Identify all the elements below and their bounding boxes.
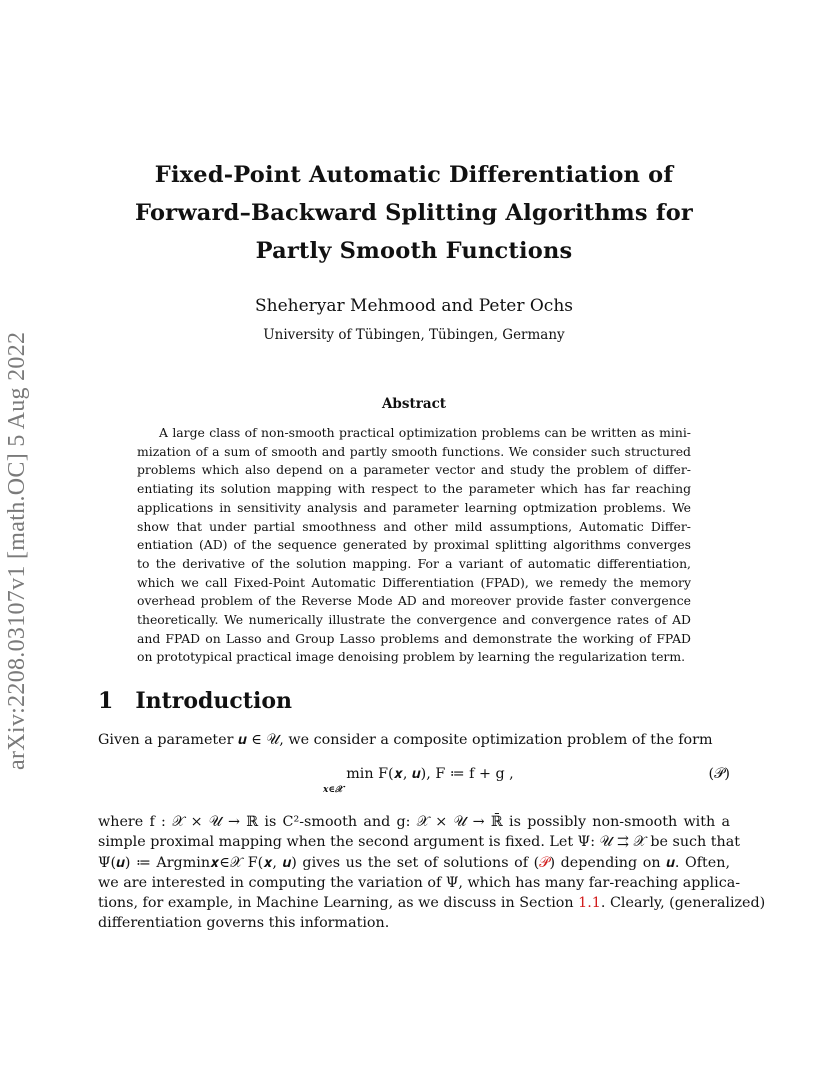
paper-title bbox=[100, 156, 728, 270]
abstract-line: theoretically. We numerically illustrate the convergence and convergence rates of AD bbox=[137, 612, 691, 628]
text-run: ) depending on 𝒖. Often, bbox=[549, 854, 730, 871]
abstract-line: A large class of non-smooth practical optimization problems can be written as mini- bbox=[159, 425, 691, 440]
section-heading bbox=[98, 688, 292, 714]
abstract-line: applications in sensitivity analysis and parameter learning optmization problems. We bbox=[137, 499, 691, 515]
title-line: Forward–Backward Splitting Algorithms for bbox=[135, 200, 693, 226]
section-number: 1 bbox=[98, 688, 114, 714]
text-run: . Clearly, (generalized) bbox=[600, 895, 766, 912]
abstract-line: mization of a sum of smooth and partly smooth functions. We consider such structured bbox=[137, 443, 691, 459]
text-run: tions, for example, in Machine Learning, as we discuss in Section bbox=[98, 895, 579, 912]
paragraph-line bbox=[98, 853, 730, 873]
abstract-line: entiating its solution mapping with respect to the parameter which has far reaching bbox=[137, 481, 691, 497]
title-line: Partly Smooth Functions bbox=[255, 238, 573, 264]
display-equation: min F(𝒙, 𝒖), F ≔ f + g , bbox=[346, 766, 514, 782]
abstract-heading: Abstract bbox=[381, 396, 447, 412]
abstract-line: which we call Fixed-Point Automatic Differentiation (FPAD), we remedy the memory bbox=[137, 574, 691, 590]
abstract-line: problems which also depend on a parameter vector and study the problem of differ- bbox=[137, 462, 691, 478]
abstract-line: overhead problem of the Reverse Mode AD and moreover provide faster convergence bbox=[137, 593, 691, 609]
arxiv-identifier-stamp: arXiv:2208.03107v1 [math.OC] 5 Aug 2022 bbox=[4, 331, 30, 770]
paragraph-line bbox=[98, 832, 741, 852]
abstract-line: entiation (AD) of the sequence generated by proximal splitting algorithms converges bbox=[137, 537, 691, 553]
abstract-line: on prototypical practical image denoising problem by learning the regularization term. bbox=[137, 649, 686, 665]
text-run: differentiation governs this information. bbox=[98, 915, 390, 932]
abstract-line: and FPAD on Lasso and Group Lasso problems and demonstrate the working of FPAD bbox=[137, 630, 691, 646]
intro-sentence: Given a parameter 𝒖 ∈ 𝒰, we consider a composite optimization problem of the form bbox=[98, 732, 713, 748]
paragraph-line bbox=[98, 873, 741, 893]
affiliation: University of Tübingen, Tübingen, Germany bbox=[263, 327, 565, 343]
abstract-line: show that under partial smoothness and other mild assumptions, Automatic Differ- bbox=[137, 518, 691, 534]
section-reference-link[interactable]: 1.1 bbox=[578, 895, 601, 912]
paragraph-line bbox=[98, 812, 730, 832]
text-run: Ψ(𝒖) ≔ Argmin𝒙∈𝒳 F(𝒙, 𝒖) gives us the set of solutions of ( bbox=[98, 854, 540, 871]
text-run: where f : 𝒳 × 𝒰 → ℝ is C²-smooth and g: 𝒳 × 𝒰 → ℝ̄ is possibly non-smooth with a bbox=[98, 814, 730, 830]
author-list: Sheheryar Mehmood and Peter Ochs bbox=[254, 296, 573, 316]
title-line: Fixed-Point Automatic Differentiation of bbox=[154, 162, 674, 188]
equation-tag: (𝒫) bbox=[708, 766, 730, 782]
paragraph-line bbox=[98, 913, 730, 933]
problem-reference-link[interactable]: 𝒫 bbox=[539, 854, 550, 871]
abstract-line: to the derivative of the solution mapping. For a variant of automatic differentiation, bbox=[137, 555, 691, 571]
abstract-text bbox=[137, 424, 691, 667]
paragraph-line bbox=[98, 893, 766, 913]
intro-paragraph bbox=[98, 812, 766, 934]
text-run: simple proximal mapping when the second argument is fixed. Let Ψ: 𝒰 ⇉ 𝒳 be such that bbox=[98, 834, 741, 851]
text-run: we are interested in computing the variation of Ψ, which has many far-reaching applica- bbox=[98, 874, 741, 891]
equation-subscript: 𝒙∈𝒳 bbox=[323, 785, 343, 795]
section-title: Introduction bbox=[135, 688, 292, 714]
